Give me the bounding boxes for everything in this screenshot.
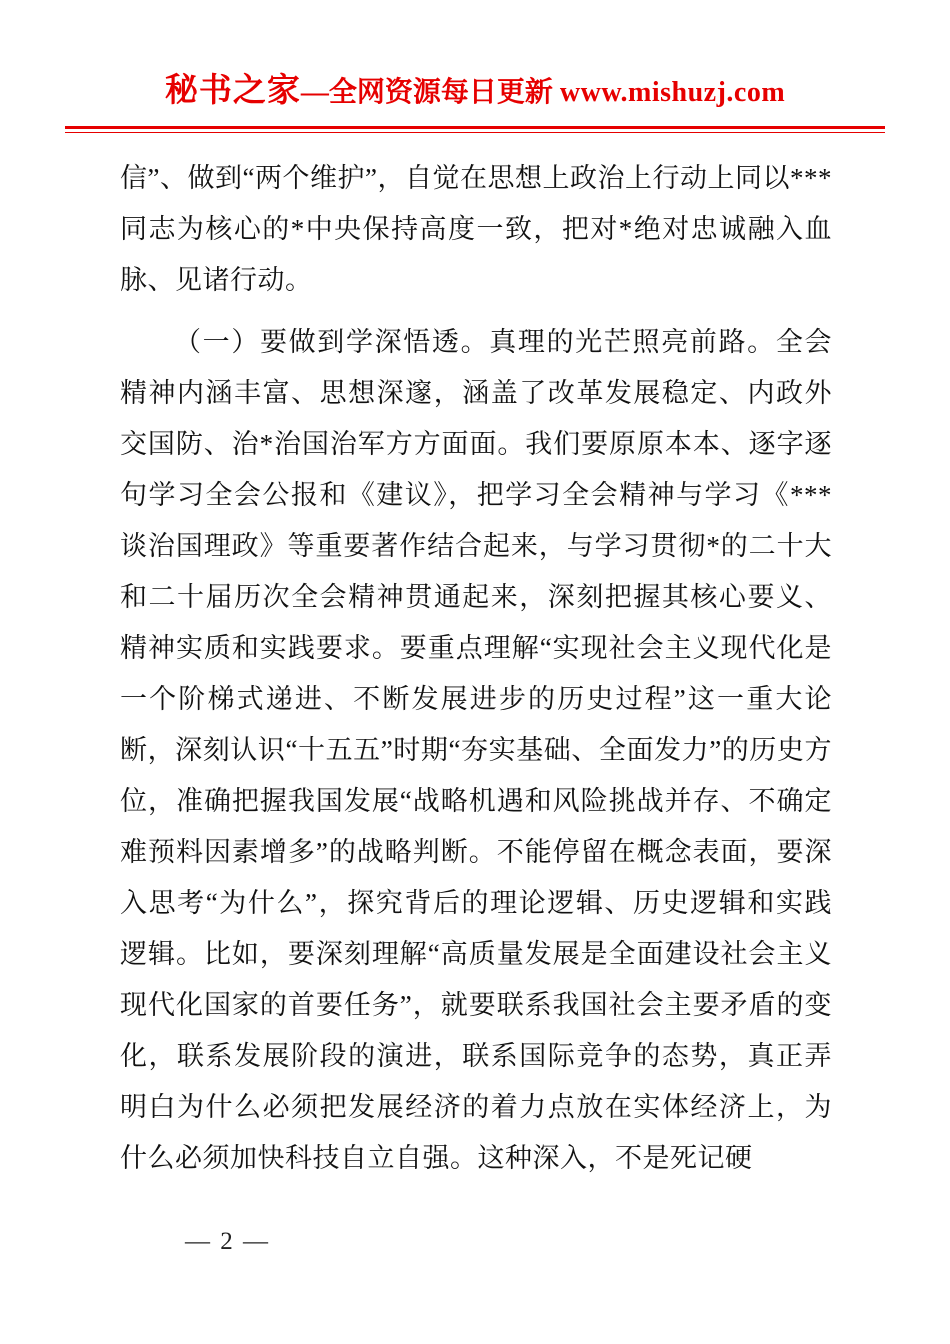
paragraph: （一）要做到学深悟透。真理的光芒照亮前路。全会精神内涵丰富、思想深邃，涵盖了改革发展稳定、内政外交国防、治*治国治军方方面面。我们要原原本本、逐字逐句学习全会公报和《建议》，把学习全会精神与学习《***谈治国理政》等重要著作结合起来，与学习贯彻*的二十大和二十届历次全会精神贯通起来，深刻把握其核心要义、精神实质和实践要求。要重点理解“实现社会主义现代化是一个阶梯式递进、不断发展进步的历史过程”这一重大论断，深刻认识“十五五”时期“夯实基础、全面发力”的历史方位，准确把握我国发展“战略机遇和风险挑战并存、不确定难预料因素增多”的战略判断。不能停留在概念表面，要深入思考“为什么”，探究背后的理论逻辑、历史逻辑和实践逻辑。比如，要深刻理解“高质量发展是全面建设社会主义现代化国家的首要任务”，就要联系我国社会主要矛盾的变化，联系发展阶段的演进，联系国际竞争的态势，真正弄明白为什么必须把发展经济的着力点放在实体经济上，为什么必须加快科技自立自强。这种深入，不是死记硬	[120, 326, 832, 1173]
header-title	[0, 72, 950, 112]
page-number: — 2 —	[185, 1228, 270, 1255]
document-body	[120, 153, 832, 1184]
page-footer	[185, 1228, 270, 1256]
header-tagline: —全网资源每日更新	[300, 77, 560, 108]
site-name: 秘书之家	[164, 73, 301, 109]
paragraph: 信”、做到“两个维护”，自觉在思想上政治上行动上同以***同志为核心的*中央保持高度一致，把对*绝对忠诚融入血脉、见诸行动。	[120, 162, 832, 295]
header-url[interactable]: www.mishuzj.com	[559, 77, 786, 108]
header-divider	[65, 126, 885, 133]
page-header	[0, 0, 950, 133]
